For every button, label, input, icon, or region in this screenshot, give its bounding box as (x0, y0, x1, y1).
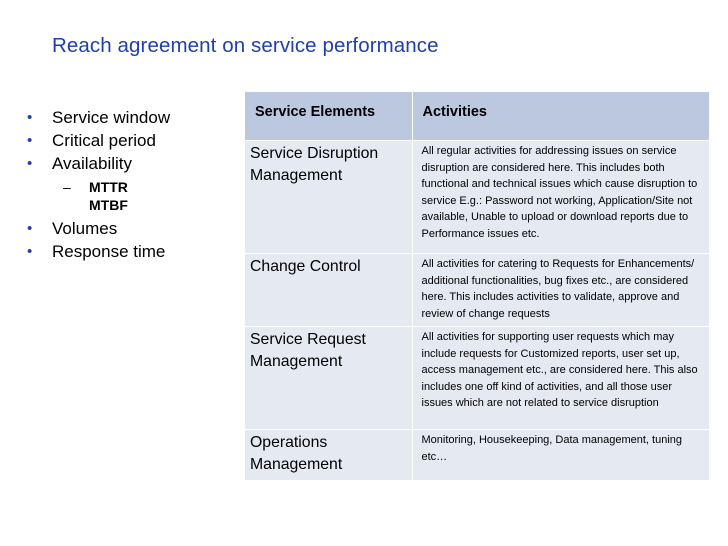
activity-cell: All activities for catering to Requests for Enhancements/ additional functionalities, bug fixes etc., are considered here. This includes activities to validate, approve and review of change requests (412, 254, 709, 327)
table-header-row (245, 92, 709, 141)
activity-cell: All activities for supporting user requests which may include requests for Customized reports, user set up, access management etc., are considered here. This also includes one off kind of activities, and all those user issues which are not related to service disruption (412, 327, 709, 430)
bullet-response-time: • Response time (26, 240, 231, 263)
bullet-availability (26, 152, 231, 214)
table-row (245, 430, 709, 481)
table-row (245, 327, 709, 430)
bullet-volumes: • Volumes (26, 217, 231, 240)
table-row (245, 254, 709, 327)
sub-bullet-mtbf: MTBF (89, 197, 128, 213)
service-element-cell: Change Control (245, 254, 412, 327)
service-elements-table (245, 92, 710, 481)
service-element-cell: Operations Management (245, 430, 412, 481)
availability-label: Availability (52, 154, 133, 173)
activity-cell: Monitoring, Housekeeping, Data management, tuning etc… (412, 430, 709, 481)
activity-cell: All regular activities for addressing issues on service disruption are considered here. This includes both functional and technical issues which cause disruption to service E.g.: Password not working, Application/Site not available, Unable to upload or download reports due to Performance issues etc. (412, 141, 709, 254)
slide-title: Reach agreement on service performance (52, 34, 439, 57)
bullet-service-window: • Service window (26, 106, 231, 129)
bullet-list (26, 106, 231, 263)
availability-subbullets (52, 178, 231, 214)
table-row (245, 141, 709, 254)
bullet-critical-period: • Critical period (26, 129, 231, 152)
header-service-elements: Service Elements (245, 92, 412, 141)
service-element-cell: Service Disruption Management (245, 141, 412, 254)
service-element-cell: Service Request Management (245, 327, 412, 430)
sub-bullet-mttr: – MTTR (52, 178, 231, 196)
header-activities: Activities (412, 92, 709, 141)
